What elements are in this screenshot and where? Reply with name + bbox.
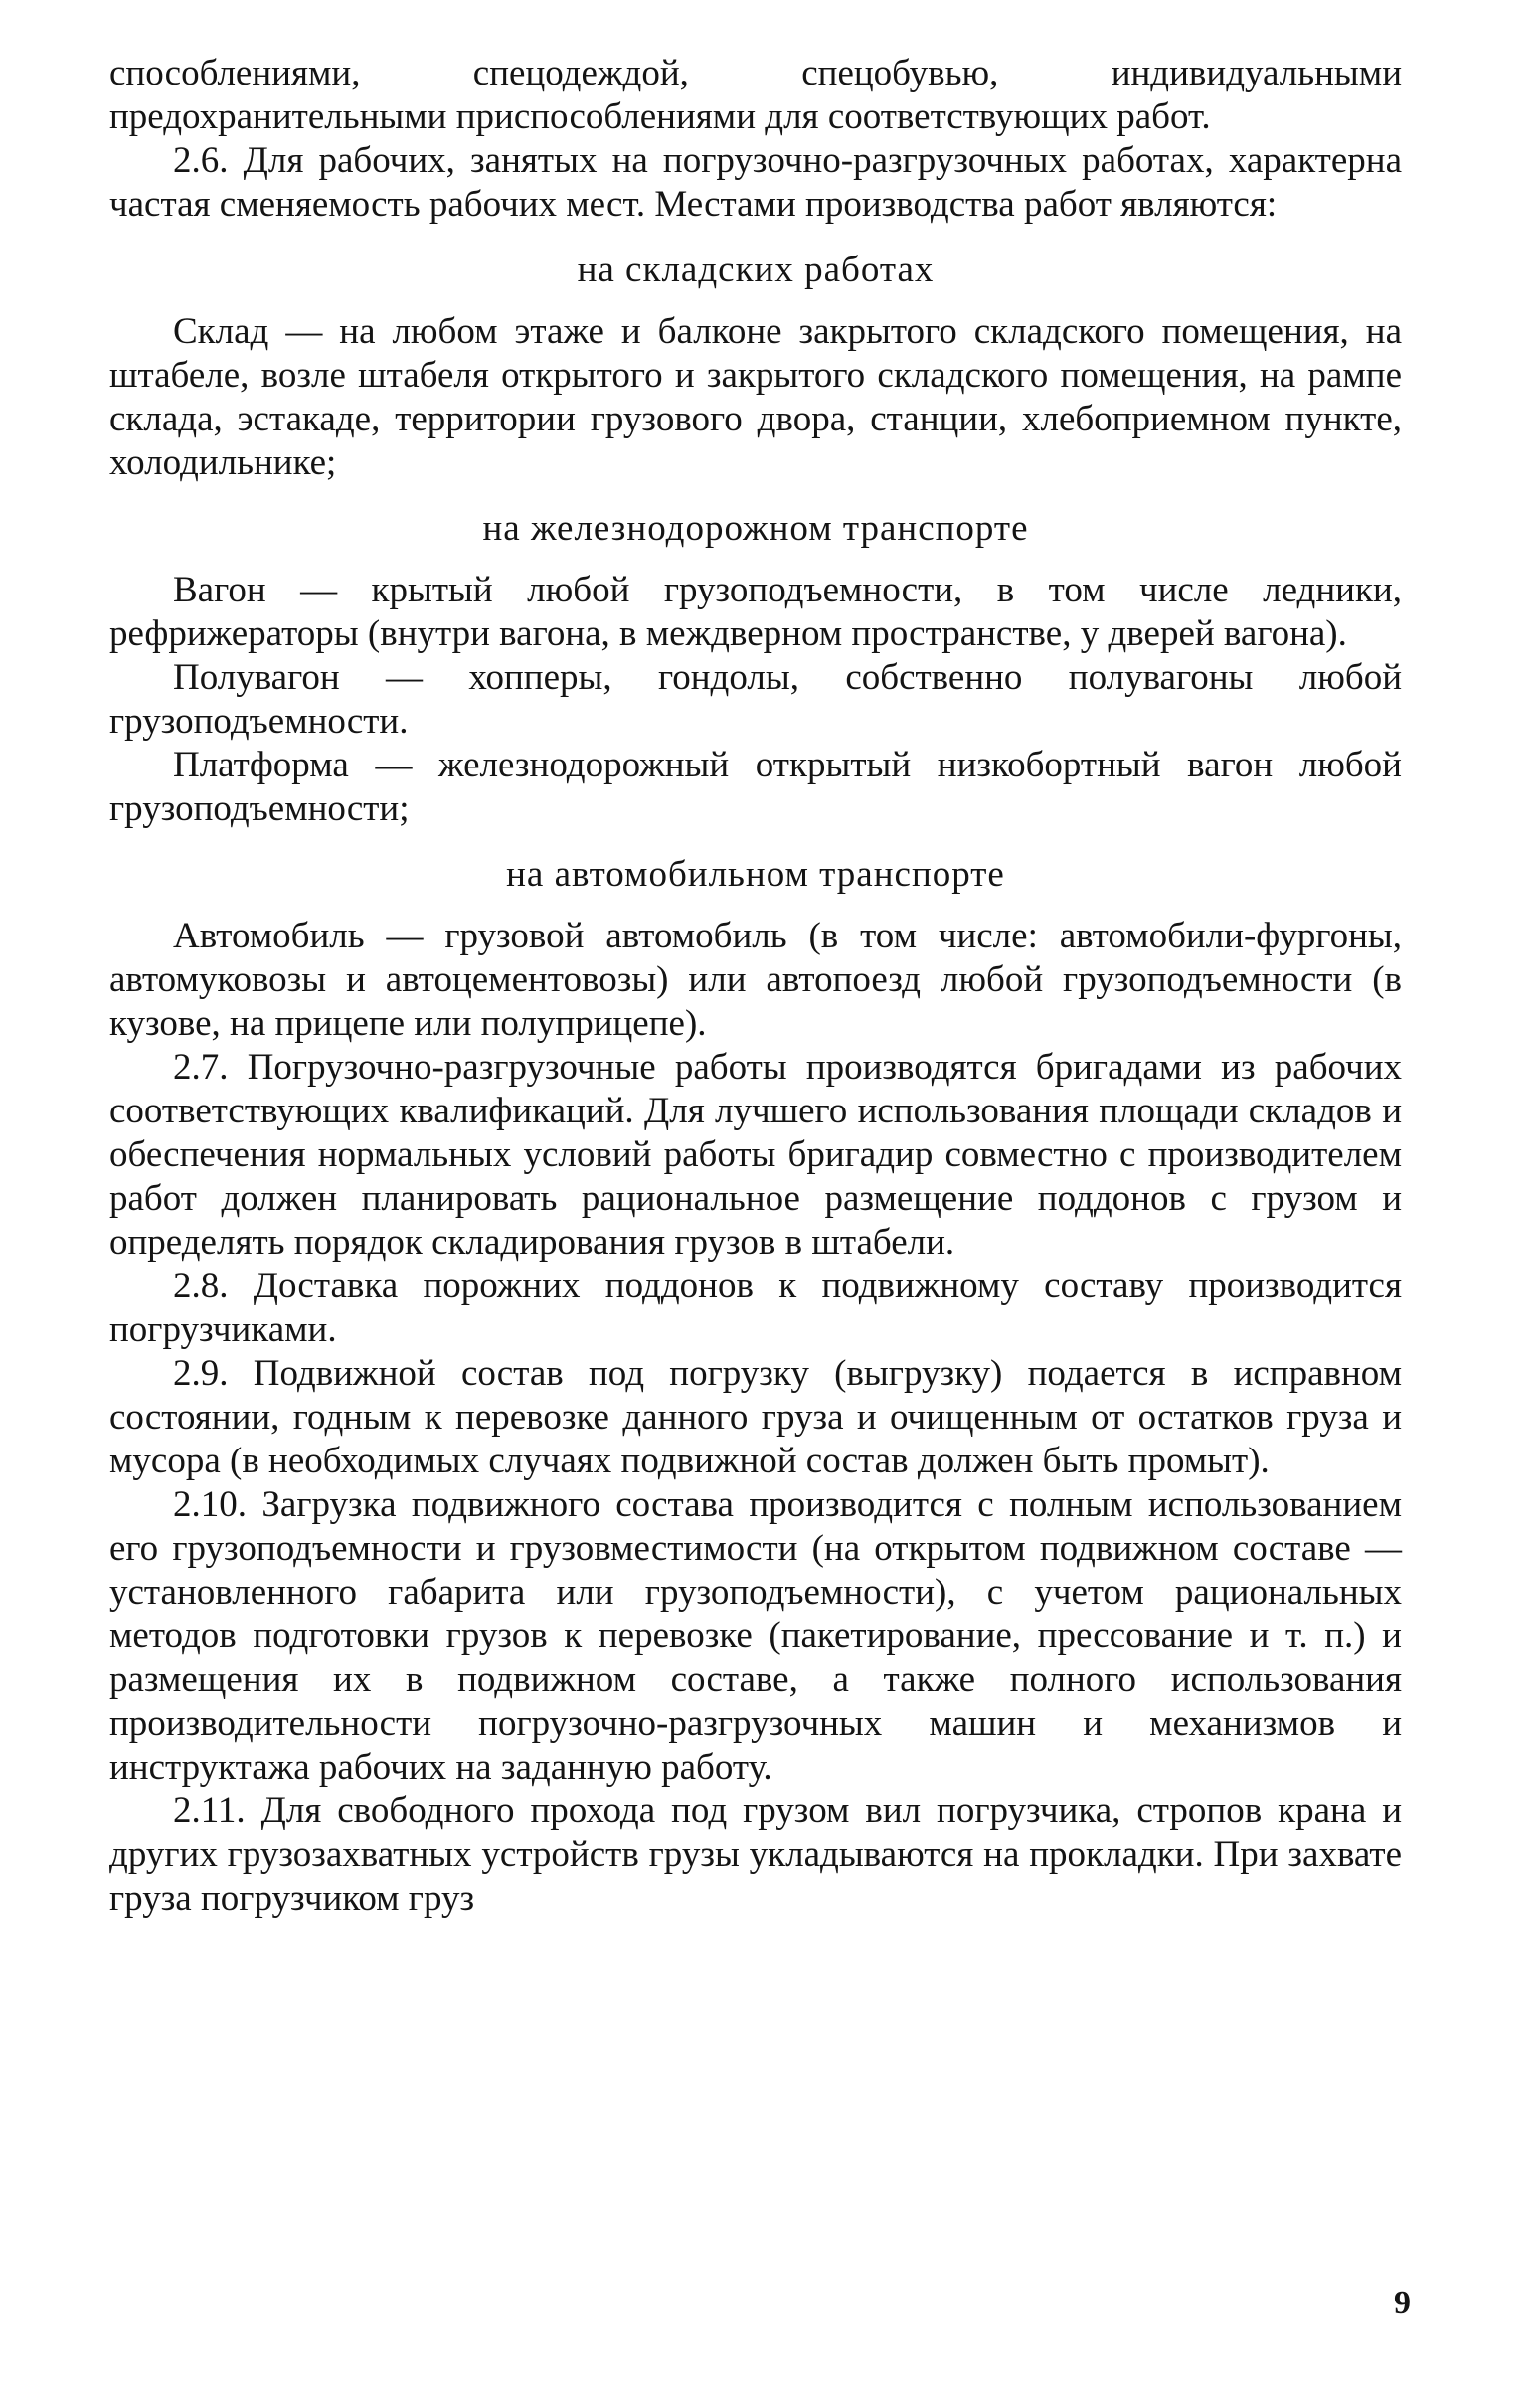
paragraph-wagon: Вагон — крытый любой грузоподъемности, в том числе ледники, рефрижераторы (внутри вагона, в междверном пространстве, у дверей вагона). <box>109 570 1402 654</box>
paragraph-2-11: 2.11. Для свободного прохода под грузом вил погрузчика, стропов крана и других грузозахватных устройств грузы укладываются на прокладки. При захвате груза погрузчиком груз <box>109 1790 1402 1919</box>
paragraph-2-7: 2.7. Погрузочно-разгрузочные работы производятся бригадами из рабочих соответствующих квалификаций. Для лучшего использования площади складов и обеспечения нормальных условий работы бригадир совместно с производителем работ должен планировать рациональное размещение поддонов с грузом и определять порядок складирования грузов в штабели. <box>109 1047 1402 1263</box>
page-number: 9 <box>1394 2285 1411 2321</box>
subheading-road-transport: на автомобильном транспорте <box>506 854 1005 895</box>
paragraph-continuation: способлениями, спецодеждой, спецобувью, индивидуальными предохранительными приспособлениями для соответствующих работ. <box>109 53 1402 137</box>
paragraph-2-10: 2.10. Загрузка подвижного состава производится с полным использованием его грузоподъемности и грузовместимости (на открытом подвижном составе — установленного габарита или грузоподъемности), с учетом рациональных методов подготовки грузов к перевозке (пакетирование, прессование и т. п.) и размещения их в подвижном составе, а также полного использования производительности погрузочно-разгрузочных машин и механизмов и инструктажа рабочих на заданную работу. <box>109 1484 1402 1788</box>
paragraph-2-6: 2.6. Для рабочих, занятых на погрузочно-разгрузочных работах, характерна частая сменяемость рабочих мест. Местами производства работ являются: <box>109 140 1402 225</box>
document-page <box>109 52 1402 1921</box>
paragraph-warehouse: Склад — на любом этаже и балконе закрытого складского помещения, на штабеле, возле штабеля открытого и закрытого складского помещения, на рампе склада, эстакаде, территории грузового двора, станции, хлебоприемном пункте, холодильнике; <box>109 311 1402 483</box>
paragraph-platform: Платформа — железнодорожный открытый низкобортный вагон любой грузоподъемности; <box>109 745 1402 829</box>
subheading-railway-transport: на железнодорожном транспорте <box>482 508 1029 549</box>
paragraph-2-9: 2.9. Подвижной состав под погрузку (выгрузку) подается в исправном состоянии, годным к перевозке данного груза и очищенным от остатков груза и мусора (в необходимых случаях подвижной состав должен быть промыт). <box>109 1353 1402 1481</box>
paragraph-2-8: 2.8. Доставка порожних поддонов к подвижному составу производится погрузчиками. <box>109 1266 1402 1350</box>
paragraph-automobile: Автомобиль — грузовой автомобиль (в том числе: автомобили-фургоны, автомуковозы и автоцементовозы) или автопоезд любой грузоподъемности (в кузове, на прицепе или полуприцепе). <box>109 916 1402 1044</box>
subheading-warehouse-work: на складских работах <box>577 250 935 290</box>
paragraph-gondola: Полувагон — хопперы, гондолы, собственно полувагоны любой грузоподъемности. <box>109 657 1402 742</box>
